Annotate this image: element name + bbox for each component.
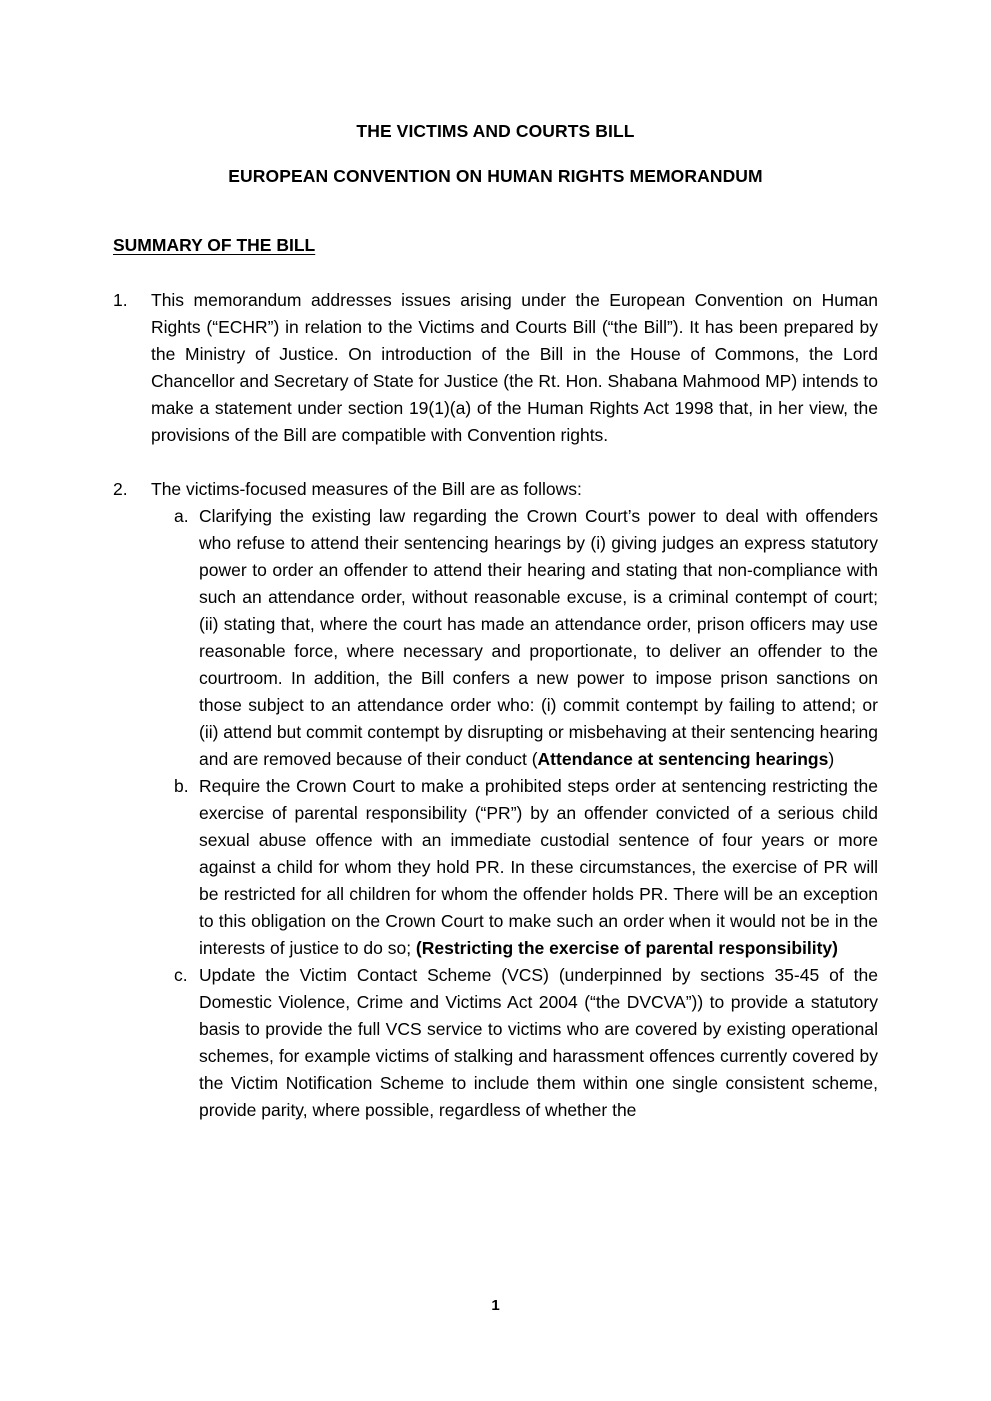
section-heading-summary-of-the-bill: SUMMARY OF THE BILL <box>113 235 316 255</box>
section-heading-wrapper <box>113 190 878 259</box>
sub-item-body-a <box>199 503 878 773</box>
paragraph-item-2 <box>113 476 878 503</box>
paragraph-item-1 <box>113 287 878 449</box>
sub-item-bold-a: Attendance at sentencing hearings <box>537 749 829 769</box>
sub-item-marker-b: b. <box>174 776 189 796</box>
sub-item-c <box>174 962 878 1124</box>
sub-item-text-a-before-bold: Clarifying the existing law regarding the Crown Court’s power to deal with offenders who refuse to attend their sentencing hearings by (i) giving judges an express statutory power to order an offender to attend their hearing and stating that non-compliance with such an attendance order, without reasonable excuse, is a criminal contempt of court; (ii) stating that, where the court has made an attendance order, prison officers may use reasonable force, where necessary and proportionate, to deliver an offender to the courtroom. In addition, the Bill confers a new power to impose prison sanctions on those subject to an attendance order who: (i) commit contempt by failing to attend; or (ii) attend but commit contempt by disrupting or misbehaving at their sentencing hearing and are removed because of their conduct ( <box>199 506 878 769</box>
document-title-line-2: EUROPEAN CONVENTION ON HUMAN RIGHTS MEMORANDUM <box>228 166 763 186</box>
page-content <box>113 0 878 1124</box>
sub-item-bold-b: (Restricting the exercise of parental responsibility) <box>415 938 838 958</box>
sub-item-body-c <box>199 962 878 1124</box>
paragraph-text-2: The victims-focused measures of the Bill are as follows: <box>151 479 582 499</box>
numbered-paragraph-list <box>113 287 878 503</box>
sub-item-marker-c: c. <box>174 965 188 985</box>
sub-item-text-a-after-bold: ) <box>828 749 835 769</box>
sub-item-b <box>174 773 878 962</box>
sub-item-body-b <box>199 773 878 962</box>
sub-item-a <box>174 503 878 773</box>
sub-item-text-c-before-bold: Update the Victim Contact Scheme (VCS) (underpinned by sections 35-45 of the Domestic Violence, Crime and Victims Act 2004 (“the DVCVA”)) to provide a statutory basis to provide the full VCS service to victims who are covered by existing operational schemes, for example victims of stalking and harassment offences currently covered by the Victim Notification Scheme to include them within one single consistent scheme, provide parity, where possible, regardless of whether the <box>199 965 878 1120</box>
paragraph-marker-2: 2. <box>113 479 128 499</box>
paragraph-marker-1: 1. <box>113 290 128 310</box>
page-number-footer: 1 <box>491 1297 500 1314</box>
paragraph-text-1: This memorandum addresses issues arising under the European Convention on Human Rights (“ECHR”) in relation to the Victims and Courts Bill (“the Bill”). It has been prepared by the Ministry of Justice. On introduction of the Bill in the House of Commons, the Lord Chancellor and Secretary of State for Justice (the Rt. Hon. Shabana Mahmood MP) intends to make a statement under section 19(1)(a) of the Human Rights Act 1998 that, in her view, the provisions of the Bill are compatible with Convention rights. <box>151 290 878 445</box>
sub-item-marker-a: a. <box>174 506 189 526</box>
document-title-line-1: THE VICTIMS AND COURTS BILL <box>356 121 635 141</box>
lettered-sub-item-list <box>113 503 878 1124</box>
sub-item-text-b-before-bold: Require the Crown Court to make a prohibited steps order at sentencing restricting the exercise of parental responsibility (“PR”) by an offender convicted of a serious child sexual abuse offence with an immediate custodial sentence of four years or more against a child for whom they hold PR. In these circumstances, the exercise of PR will be restricted for all children for whom the offender holds PR. There will be an exception to this obligation on the Crown Court to make such an order when it would not be in the interests of justice to do so; <box>199 776 878 958</box>
